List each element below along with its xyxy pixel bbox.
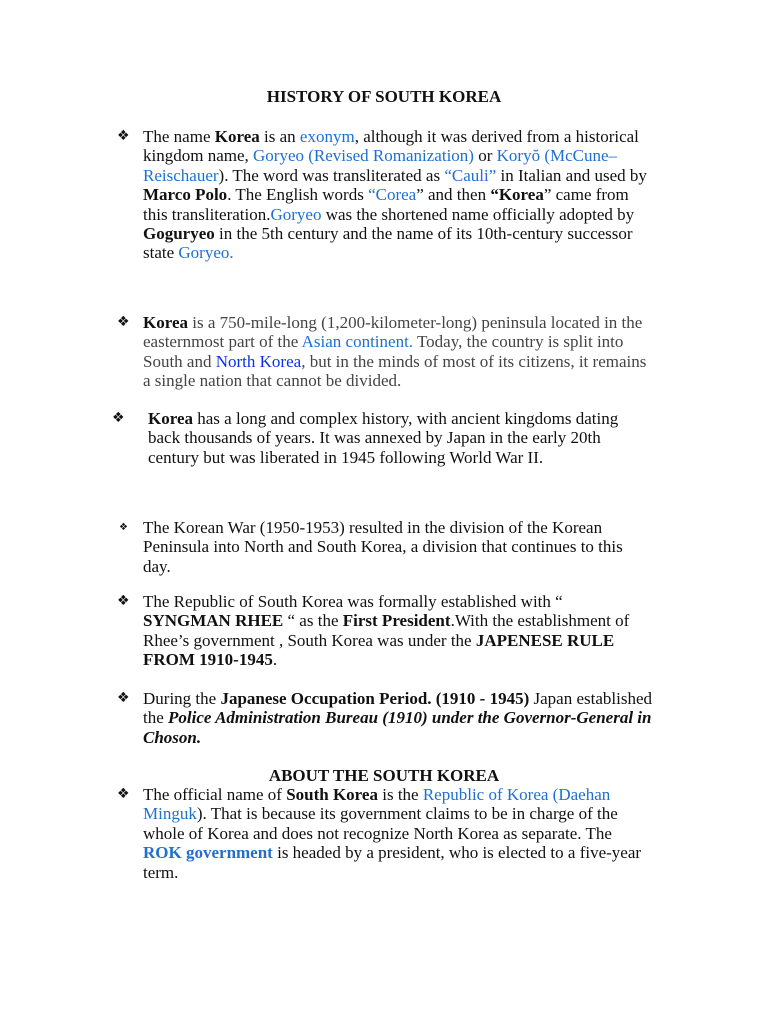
paragraph-occupation: ❖ During the Japanese Occupation Period. (1910 - 1945) Japan established the Police Administration Bureau (1910) under the Governor-General in Choson. [117, 689, 653, 747]
paragraph-korean-war: ❖ The Korean War (1950-1953) resulted in the division of the Korean Peninsula into North and South Korea, a division that continues to this day. [119, 518, 623, 576]
bullet-diamond-icon: ❖ [117, 314, 130, 330]
section-heading: ABOUT THE SOUTH KOREA [268, 766, 500, 785]
page-title: HISTORY OF SOUTH KOREA [266, 87, 502, 106]
link-koryo[interactable]: Koryŏ (McCune–Reischauer [143, 146, 618, 185]
link-asian-continent[interactable]: Asian continent. [301, 332, 414, 352]
link-exonym[interactable]: exonym [299, 127, 355, 146]
link-republic-of-korea[interactable]: Republic of Korea (Daehan Minguk [143, 785, 611, 824]
bullet-diamond-icon: ❖ [112, 410, 125, 426]
link-goryeo[interactable]: Goryeo [270, 204, 322, 224]
paragraph-republic: ❖ The Republic of South Korea was formally established with “ SYNGMAN RHEE “ as the First President.With the establishment of Rhee’s government , South Korea was under the JAPENESE RULE FROM 1910-1945. [117, 592, 630, 670]
bullet-diamond-icon: ❖ [117, 690, 130, 706]
link-goryeo-state[interactable]: Goryeo. [178, 243, 234, 263]
link-corea[interactable]: “Corea [368, 185, 417, 205]
paragraph-official-name: ❖ The official name of South Korea is the Republic of Korea (Daehan Minguk). That is because its government claims to be in charge of the whole of Korea and does not recognize North Korea as separate. The ROK government is headed by a president, who is elected to a five-year term. [117, 785, 642, 882]
paragraph-peninsula: ❖ Korea is a 750-mile-long (1,200-kilometer-long) peninsula located in the easternmost part of the Asian continent. Today, the country is split into South and North Korea, but in the minds of most of its citizens, it remains a single nation that cannot be divided. [117, 313, 647, 391]
bullet-diamond-icon: ❖ [119, 522, 128, 533]
bullet-diamond-icon: ❖ [117, 786, 130, 802]
paragraph-korea-name: ❖ The name Korea is an exonym, although it was derived from a historical kingdom name, Goryeo (Revised Romanization) or Koryŏ (McCune–Reischauer). The word was transliterated as “Cauli” in Italian and used by Marco Polo. The English words “Corea” and then “Korea” came from this transliteration.Goryeo was the shortened name officially adopted by Goguryeo in the 5th century and the name of its 10th-century successor state Goryeo. [117, 127, 647, 263]
link-rok-government[interactable]: ROK government [143, 843, 273, 863]
link-goryeo-romanization[interactable]: Goryeo (Revised Romanization) [253, 146, 474, 166]
link-north-korea[interactable]: North Korea [215, 351, 302, 371]
link-cauli[interactable]: “Cauli” [444, 165, 497, 185]
bullet-diamond-icon: ❖ [117, 593, 130, 609]
paragraph-history: ❖ Korea has a long and complex history, with ancient kingdoms dating back thousands of years. It was annexed by Japan in the early 20th century but was liberated in 1945 following World War II. [112, 409, 619, 467]
bullet-diamond-icon: ❖ [117, 128, 130, 144]
